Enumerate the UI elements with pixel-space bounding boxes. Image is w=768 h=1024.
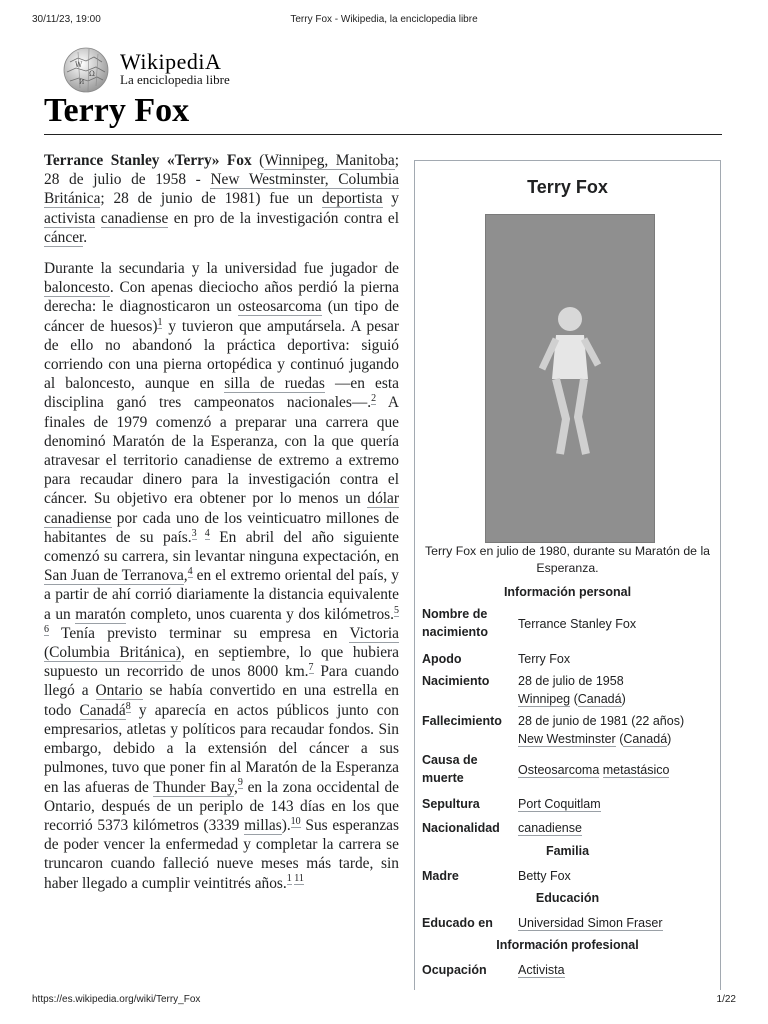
print-page-count: 1/22	[716, 994, 736, 1005]
wikipedia-tagline: La enciclopedia libre	[120, 72, 230, 87]
print-header	[0, 14, 768, 28]
ref-link-4[interactable]: 4	[187, 566, 193, 578]
article-body	[44, 151, 399, 905]
infobox-row-nacimiento	[422, 672, 714, 710]
svg-text:И: И	[79, 79, 85, 86]
text-run: completo, unos cuarenta y dos kilómetros.	[125, 605, 394, 623]
ref-link-10[interactable]: 10	[290, 815, 301, 827]
infobox-row-fallecimiento	[422, 712, 714, 750]
ref-link-6[interactable]: 6	[44, 623, 49, 635]
text-run: ,	[183, 567, 188, 585]
link-death-country[interactable]: Canadá	[623, 732, 668, 746]
infobox-label: Apodo	[422, 652, 462, 666]
wikipedia-wordmark: WikipediA	[120, 49, 222, 74]
ref-link-9[interactable]: 9	[237, 777, 243, 789]
ref-link-1[interactable]: 1	[157, 316, 163, 328]
death-date: 28 de junio de 1981 (22 años)	[518, 714, 685, 728]
subject-full-name: Terrance Stanley «Terry» Fox	[44, 152, 252, 169]
link-nationality[interactable]: canadiense	[518, 821, 582, 835]
link-victoria[interactable]: Victoria (Columbia Británica)	[44, 624, 399, 662]
link-birth-country[interactable]: Canadá	[577, 692, 622, 706]
link-san-juan-de-terranova[interactable]: San Juan de Terranova	[44, 567, 184, 585]
link-cancer[interactable]: cáncer	[44, 228, 84, 246]
text-run: Tenía previsto terminar su empresa en	[49, 624, 350, 642]
text-run: . Con apenas dieciocho años perdió la pierna derecha: le diagnosticaron un	[44, 279, 399, 316]
text-run: por cada uno de los veinticuatro millones de habitantes de su país.	[44, 509, 399, 546]
infobox	[414, 160, 721, 990]
link-baloncesto[interactable]: baloncesto	[44, 279, 110, 297]
text-run: ; 28 de junio de 1981) fue un	[100, 190, 322, 208]
infobox-value: Betty Fox	[518, 869, 571, 883]
link-new-westminster[interactable]: New Westminster, Columbia Británica	[44, 171, 399, 208]
link-canada[interactable]: Canadá	[79, 701, 126, 719]
infobox-value	[518, 761, 714, 779]
text-run: Durante la secundaria y la universidad fue jugador de	[44, 260, 399, 278]
article-paragraph-biography	[44, 259, 399, 893]
ref-link-2[interactable]: 2	[371, 393, 377, 405]
link-activista-occupation[interactable]: Activista	[518, 963, 565, 977]
link-ontario[interactable]: Ontario	[95, 682, 143, 700]
link-birthplace[interactable]: Winnipeg	[518, 692, 571, 706]
text-run: ,	[233, 778, 238, 796]
infobox-row-causa	[422, 751, 714, 791]
ref-link-3[interactable]: 3	[191, 527, 197, 539]
infobox-label: Ocupación	[422, 963, 487, 977]
ref-link-8[interactable]: 8	[125, 700, 131, 712]
ref-link-11[interactable]: 11	[294, 873, 304, 885]
text-run: Sus esperanzas de poder vencer la enfermedad y completar la carrera se truncaron cuando falleció nueve meses más tarde, sin haber llegado a cumplir veintitrés años.	[44, 816, 399, 892]
infobox-section-profesional: Información profesional	[496, 938, 639, 952]
text-run: y aparecía en actos públicos junto con empresarios, atletas y políticos para recaudar fondos. Sin embargo, debido a la extensión del cáncer a sus pulmones, tuvo que poner fin al Maratón de la Esperanza en las afueras de	[44, 701, 400, 796]
infobox-photo-caption: Terry Fox en julio de 1980, durante su Maratón de la Esperanza.	[424, 544, 711, 575]
print-page-title: Terry Fox - Wikipedia, la enciclopedia libre	[290, 14, 478, 25]
print-datetime: 30/11/23, 19:00	[32, 14, 101, 25]
link-maraton[interactable]: maratón	[75, 605, 126, 623]
ref-link-1[interactable]: 1	[286, 873, 292, 885]
text-run: se había convertido en una estrella en todo	[44, 682, 399, 719]
infobox-value: 28 de julio de 1958 Winnipeg (Canadá)	[518, 674, 626, 706]
text-run: y	[382, 190, 400, 208]
text-run: Para cuando llegó a	[44, 663, 399, 700]
reference-marker	[287, 873, 304, 885]
reference-marker	[291, 816, 301, 828]
infobox-label: Nombre de nacimiento	[422, 607, 488, 639]
link-deathplace[interactable]: New Westminster	[518, 732, 616, 746]
text-run: en la zona occidental de Ontario, después de un periplo de 143 días en los que recorrió 5373 kilómetros (3339	[44, 778, 399, 834]
link-dolar-canadiense[interactable]: dólar canadiense	[44, 490, 399, 527]
text-run	[95, 210, 100, 227]
wikipedia-logo[interactable]	[62, 46, 282, 92]
text-run: ).	[281, 816, 291, 834]
infobox-value	[518, 914, 714, 932]
link-osteosarcoma-cause[interactable]: Osteosarcoma	[518, 763, 600, 777]
print-url: https://es.wikipedia.org/wiki/Terry_Fox	[32, 994, 201, 1005]
text-run: —en esta disciplina ganó tres campeonatos nacionales—.	[44, 375, 399, 412]
infobox-photo[interactable]	[485, 214, 655, 543]
link-deportista[interactable]: deportista	[321, 190, 383, 208]
text-run: , en septiembre, lo que hubiera supuesto un recorrido de unos 8000 km.	[44, 644, 400, 681]
text-run: ; 28 de julio de 1958 -	[44, 152, 399, 189]
infobox-section-familia: Familia	[545, 844, 590, 858]
text-run: en el extremo oriental del país, y a partir de ahí corrió diariamente la distancia equivalente a un	[44, 567, 400, 623]
ref-link-4[interactable]: 4	[204, 527, 210, 539]
print-footer	[0, 994, 768, 1008]
link-metastasico[interactable]: metastásico	[602, 763, 670, 777]
infobox-value: Terrance Stanley Fox	[518, 617, 637, 631]
ref-link-5[interactable]: 5	[394, 604, 399, 616]
link-silla-de-ruedas[interactable]: silla de ruedas	[224, 375, 325, 393]
page-title: Terry Fox	[44, 92, 190, 129]
link-winnipeg[interactable]: Winnipeg, Manitoba	[264, 152, 395, 169]
text-run: (un tipo de cáncer de huesos)	[44, 298, 399, 335]
infobox-value	[518, 795, 714, 813]
wikipedia-globe-icon	[62, 46, 110, 94]
infobox-value	[518, 961, 714, 979]
infobox-value: 28 de junio de 1981 (22 años) New Westminster (Canadá)	[518, 714, 685, 746]
birth-date: 28 de julio de 1958	[518, 674, 624, 688]
article-paragraph-intro	[44, 151, 399, 247]
infobox-label: Educado en	[422, 916, 493, 930]
runner-silhouette-icon	[520, 299, 620, 459]
infobox-label: Sepultura	[422, 797, 480, 811]
infobox-label: Fallecimiento	[422, 714, 502, 728]
text-run: en pro de la investigación contra el	[168, 209, 399, 227]
link-osteosarcoma[interactable]: osteosarcoma	[237, 298, 322, 316]
link-universidad-simon-fraser[interactable]: Universidad Simon Fraser	[518, 916, 663, 930]
title-divider	[44, 134, 722, 135]
infobox-label: Causa de muerte	[422, 753, 478, 785]
infobox-value	[518, 819, 714, 837]
infobox-label: Nacionalidad	[422, 821, 500, 835]
svg-text:Ω: Ω	[89, 70, 95, 78]
ref-link-7[interactable]: 7	[308, 662, 314, 674]
link-canadiense[interactable]: canadiense	[100, 209, 169, 227]
infobox-title: Terry Fox	[527, 177, 608, 197]
text-run: .	[83, 228, 88, 246]
infobox-section-educacion: Educación	[535, 891, 600, 905]
infobox-label: Madre	[422, 869, 459, 883]
svg-text:W: W	[75, 61, 83, 69]
text-run: (	[251, 152, 265, 169]
infobox-section-personal: Información personal	[503, 585, 632, 599]
link-thunder-bay[interactable]: Thunder Bay	[153, 778, 234, 796]
infobox-row-nombre	[422, 605, 714, 643]
text-run: A finales de 1979 comenzó a preparar una carrera que denominó Maratón de la Esperanza, con la que quería atravesar el territorio canadiense de extremo a extremo para recaudar dinero para la investigación contra el cáncer. Su objetivo era obtener por lo menos un	[44, 394, 400, 508]
link-activista[interactable]: activista	[44, 209, 96, 227]
link-port-coquitlam[interactable]: Port Coquitlam	[518, 797, 601, 811]
reference-marker	[192, 528, 210, 540]
infobox-label: Nacimiento	[422, 674, 490, 688]
text-run: y tuvieron que amputársela. A pesar de ello no abandonó la práctica deportiva: siguió corriendo con una pierna ortopédica y continuó jugando al baloncesto, aunque en	[44, 317, 399, 393]
link-millas[interactable]: millas	[244, 816, 282, 834]
text-run: En abril del año siguiente comenzó su carrera, sin levantar ninguna expectación, en	[44, 528, 399, 566]
infobox-value: Terry Fox	[518, 652, 571, 666]
